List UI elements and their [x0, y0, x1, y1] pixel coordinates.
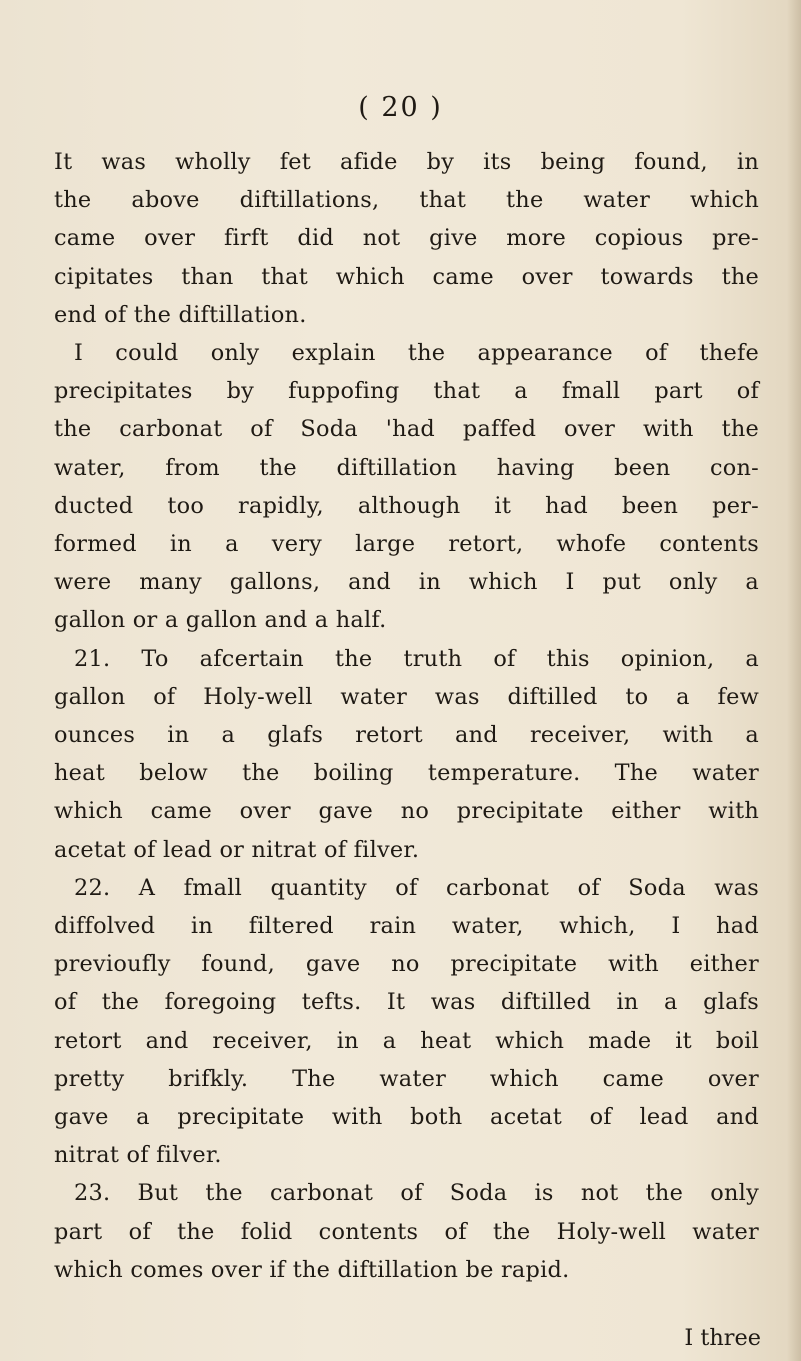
text-line: pretty brifkly. The water which came over: [54, 1065, 759, 1092]
text-line: gave a precipitate with both acetat of lead and: [54, 1104, 759, 1131]
paragraph: [54, 640, 759, 869]
paragraph: [54, 869, 759, 1175]
paragraph: [54, 1174, 759, 1289]
text-line: 23. But the carbonat of Soda is not the only: [74, 1180, 759, 1207]
text-line: the carbonat of Soda 'had paffed over with the: [54, 416, 759, 443]
page-edge-shadow: [787, 0, 801, 1361]
text-line: which came over gave no precipitate either with: [54, 798, 759, 825]
text-line: came over firft did not give more copious pre-: [54, 225, 759, 252]
text-line: diffolved in filtered rain water, which, I had: [54, 913, 759, 940]
text-line: I could only explain the appearance of thefe: [74, 340, 759, 367]
page-number: ( 20 ): [358, 92, 443, 123]
text-line: which comes over if the diftillation be rapid.: [54, 1256, 570, 1283]
text-line: ducted too rapidly, although it had been per-: [54, 492, 759, 519]
catchword: I three: [684, 1325, 761, 1351]
text-line: It was wholly fet afide by its being found, in: [54, 149, 759, 175]
text-line: end of the diftillation.: [54, 301, 307, 328]
text-line: acetat of lead or nitrat of filver.: [54, 836, 420, 863]
text-line: heat below the boiling temperature. The water: [54, 760, 759, 787]
text-line: of the foregoing tefts. It was diftilled in a glafs: [54, 989, 759, 1016]
text-line: the above diftillations, that the water which: [54, 187, 759, 214]
text-line: part of the folid contents of the Holy-well water: [54, 1218, 759, 1245]
text-line: ounces in a glafs retort and receiver, with a: [54, 722, 759, 749]
text-line: 21. To afcertain the truth of this opinion, a: [74, 645, 759, 672]
paragraph: [54, 334, 759, 640]
text-line: water, from the diftillation having been con-: [54, 454, 759, 481]
paragraph: [54, 143, 759, 334]
body-text: [54, 143, 759, 1289]
text-line: previoufly found, gave no precipitate with either: [54, 951, 759, 978]
text-line: were many gallons, and in which I put only a: [54, 569, 759, 596]
text-line: precipitates by fuppofing that a fmall part of: [54, 378, 759, 405]
text-line: nitrat of filver.: [54, 1142, 222, 1169]
text-line: formed in a very large retort, whofe contents: [54, 531, 759, 558]
text-line: cipitates than that which came over towards the: [54, 263, 759, 290]
text-line: retort and receiver, in a heat which made it boil: [54, 1027, 759, 1054]
text-line: gallon of Holy-well water was diftilled to a few: [54, 683, 759, 710]
text-line: gallon or a gallon and a half.: [54, 607, 387, 634]
text-line: 22. A fmall quantity of carbonat of Soda was: [74, 874, 759, 901]
